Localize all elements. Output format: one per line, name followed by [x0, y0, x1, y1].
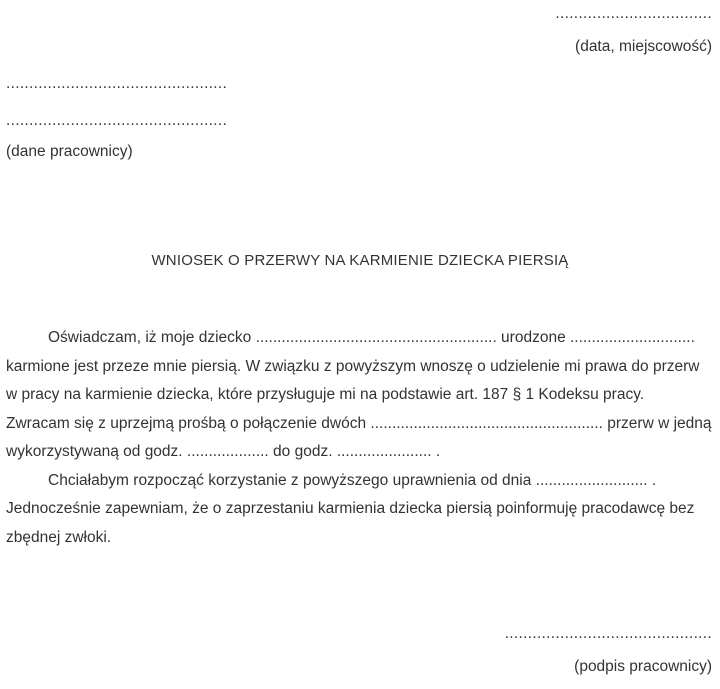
employee-data-block — [6, 74, 227, 162]
document-body — [6, 324, 714, 552]
body-line-hours: wykorzystywaną od godz. ................... do godz. ...................... . — [6, 443, 441, 460]
signature-label: (podpis pracownicy) — [574, 658, 712, 675]
body-line-assurance: Jednocześnie zapewniam, że o zaprzestaniu karmienia dziecka piersią poinformuję pracodawcę bez — [6, 500, 695, 517]
date-dotted-line: .................................. — [555, 5, 712, 22]
employee-data-label: (dane pracownicy) — [6, 143, 133, 160]
body-line-assurance-end: zbędnej zwłoki. — [6, 528, 112, 546]
body-line-legal-basis: w pracy na karmienie dziecka, które przysługuje mi na podstawie art. 187 § 1 Kodeksu pracy. — [6, 386, 645, 403]
signature-block — [505, 624, 712, 677]
body-line-start-date: Chciałabym rozpocząć korzystanie z powyższego uprawnienia od dnia .......................... . — [48, 471, 657, 489]
document-title: WNIOSEK O PRZERWY NA KARMIENIE DZIECKA PIERSIĄ — [151, 252, 569, 269]
body-line-declaration: Oświadczam, iż moje dziecko ........................................................ urodzone ............................. — [48, 329, 695, 346]
employee-dotted-line-1: ................................................ — [6, 75, 228, 92]
date-place-block — [555, 4, 712, 57]
body-line-request-merge: Zwracam się z uprzejmą prośbą o połączenie dwóch ...................................................... przerw w jedną — [6, 414, 712, 432]
signature-dotted-line: ............................................. — [504, 625, 712, 642]
date-place-label: (data, miejscowość) — [575, 38, 712, 55]
body-line-breastfeeding: karmione jest przeze mnie piersią. W związku z powyższym wnoszę o udzielenie mi prawa do przerw — [6, 357, 700, 375]
employee-dotted-line-2: ................................................ — [6, 112, 228, 129]
